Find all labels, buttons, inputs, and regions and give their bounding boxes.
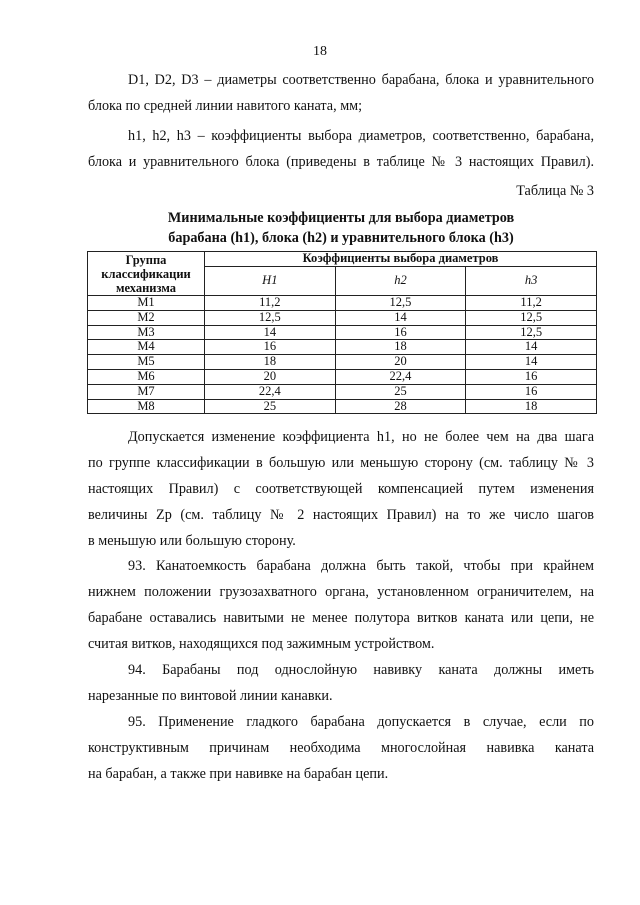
table-row [88,310,597,325]
h2-cell: 28 [335,399,466,414]
group-header: Группа классификации механизма [88,252,205,296]
h1-cell: 22,4 [205,384,336,399]
intro-paragraph [88,67,594,175]
table-row [88,369,597,384]
allowance-line-1: Допускается изменение коэффициента h1, но не более чем на два шага [128,429,594,445]
group-cell: M3 [88,325,205,340]
allowance-paragraph [88,424,594,554]
h1-cell: 12,5 [205,310,336,325]
clause-93-line-3: барабане оставались навитыми не менее полутора витков каната или цепи, не [88,610,594,626]
h1-cell: 18 [205,355,336,370]
table-row [88,399,597,414]
h2-cell: 16 [335,325,466,340]
h3-cell: 18 [466,399,597,414]
clause-93 [88,553,594,657]
table-title-line-2: барабана (h1), блока (h2) и уравнительного блока (h3) [168,230,514,246]
clause-93-line-4: считая витков, находящихся под зажимным устройством. [88,636,435,652]
table-row [88,340,597,355]
clause-95-line-1: 95. Применение гладкого барабана допускается в случае, если по [128,714,594,730]
clause-93-line-2: нижнем положении грузозахватного органа, установленном ограничителем, на [88,584,594,600]
clause-94 [88,657,594,709]
intro-line-4: блока и уравнительного блока (приведены в таблице № 3 настоящих Правил). [88,154,594,170]
intro-line-2: блока по средней линии навитого каната, мм; [88,98,363,114]
group-cell: M5 [88,355,205,370]
allowance-line-4: величины Zp (см. таблицу № 2 настоящих Правил) на то же число шагов [88,507,594,523]
group-cell: M2 [88,310,205,325]
h3-cell: 14 [466,355,597,370]
group-cell: M8 [88,399,205,414]
h1-cell: 25 [205,399,336,414]
table-row [88,325,597,340]
h2-cell: 18 [335,340,466,355]
clause-93-line-1: 93. Канатоемкость барабана должна быть такой, чтобы при крайнем [128,558,594,574]
clause-95-line-2: конструктивным причинам необходима многослойная навивка каната [88,740,594,756]
table-row [88,355,597,370]
h3-cell: 12,5 [466,310,597,325]
clause-94-line-2: нарезанные по винтовой линии канавки. [88,688,333,704]
group-cell: M7 [88,384,205,399]
table-row [88,296,597,311]
h1-cell: 20 [205,369,336,384]
h1-cell: 16 [205,340,336,355]
allowance-line-2: по группе классификации в большую или меньшую сторону (см. таблицу № 3 [88,455,594,471]
table-label: Таблица № 3 [516,183,594,199]
intro-line-1: D1, D2, D3 – диаметры соответственно барабана, блока и уравнительного [128,72,594,88]
h2-cell: 12,5 [335,296,466,311]
h3-cell: 16 [466,369,597,384]
table-title-line-1: Минимальные коэффициенты для выбора диаметров [167,210,515,226]
h3-cell: 16 [466,384,597,399]
h1-header: H1 [205,267,336,296]
coefficients-table [87,251,597,414]
table-row [88,384,597,399]
h2-cell: 14 [335,310,466,325]
intro-line-3: h1, h2, h3 – коэффициенты выбора диаметров, соответственно, барабана, [128,128,594,144]
group-cell: M1 [88,296,205,311]
h1-cell: 11,2 [205,296,336,311]
group-cell: M4 [88,340,205,355]
h3-cell: 14 [466,340,597,355]
h3-cell: 11,2 [466,296,597,311]
h2-header: h2 [335,267,466,296]
group-cell: M6 [88,369,205,384]
allowance-line-3: настоящих Правил) с соответствующей компенсацией путем изменения [88,481,594,497]
h3-header: h3 [466,267,597,296]
clause-95-line-3: на барабан, а также при навивке на барабан цепи. [88,766,389,782]
h2-cell: 25 [335,384,466,399]
h3-cell: 12,5 [466,325,597,340]
h2-cell: 20 [335,355,466,370]
clause-94-line-1: 94. Барабаны под однослойную навивку каната должны иметь [128,662,594,678]
allowance-line-5: в меньшую или большую сторону. [88,533,296,549]
h2-cell: 22,4 [335,369,466,384]
h1-cell: 14 [205,325,336,340]
coefficients-header: Коэффициенты выбора диаметров [205,252,597,267]
clause-95 [88,709,594,787]
table-title [88,208,594,248]
page-number: 18 [313,44,327,59]
